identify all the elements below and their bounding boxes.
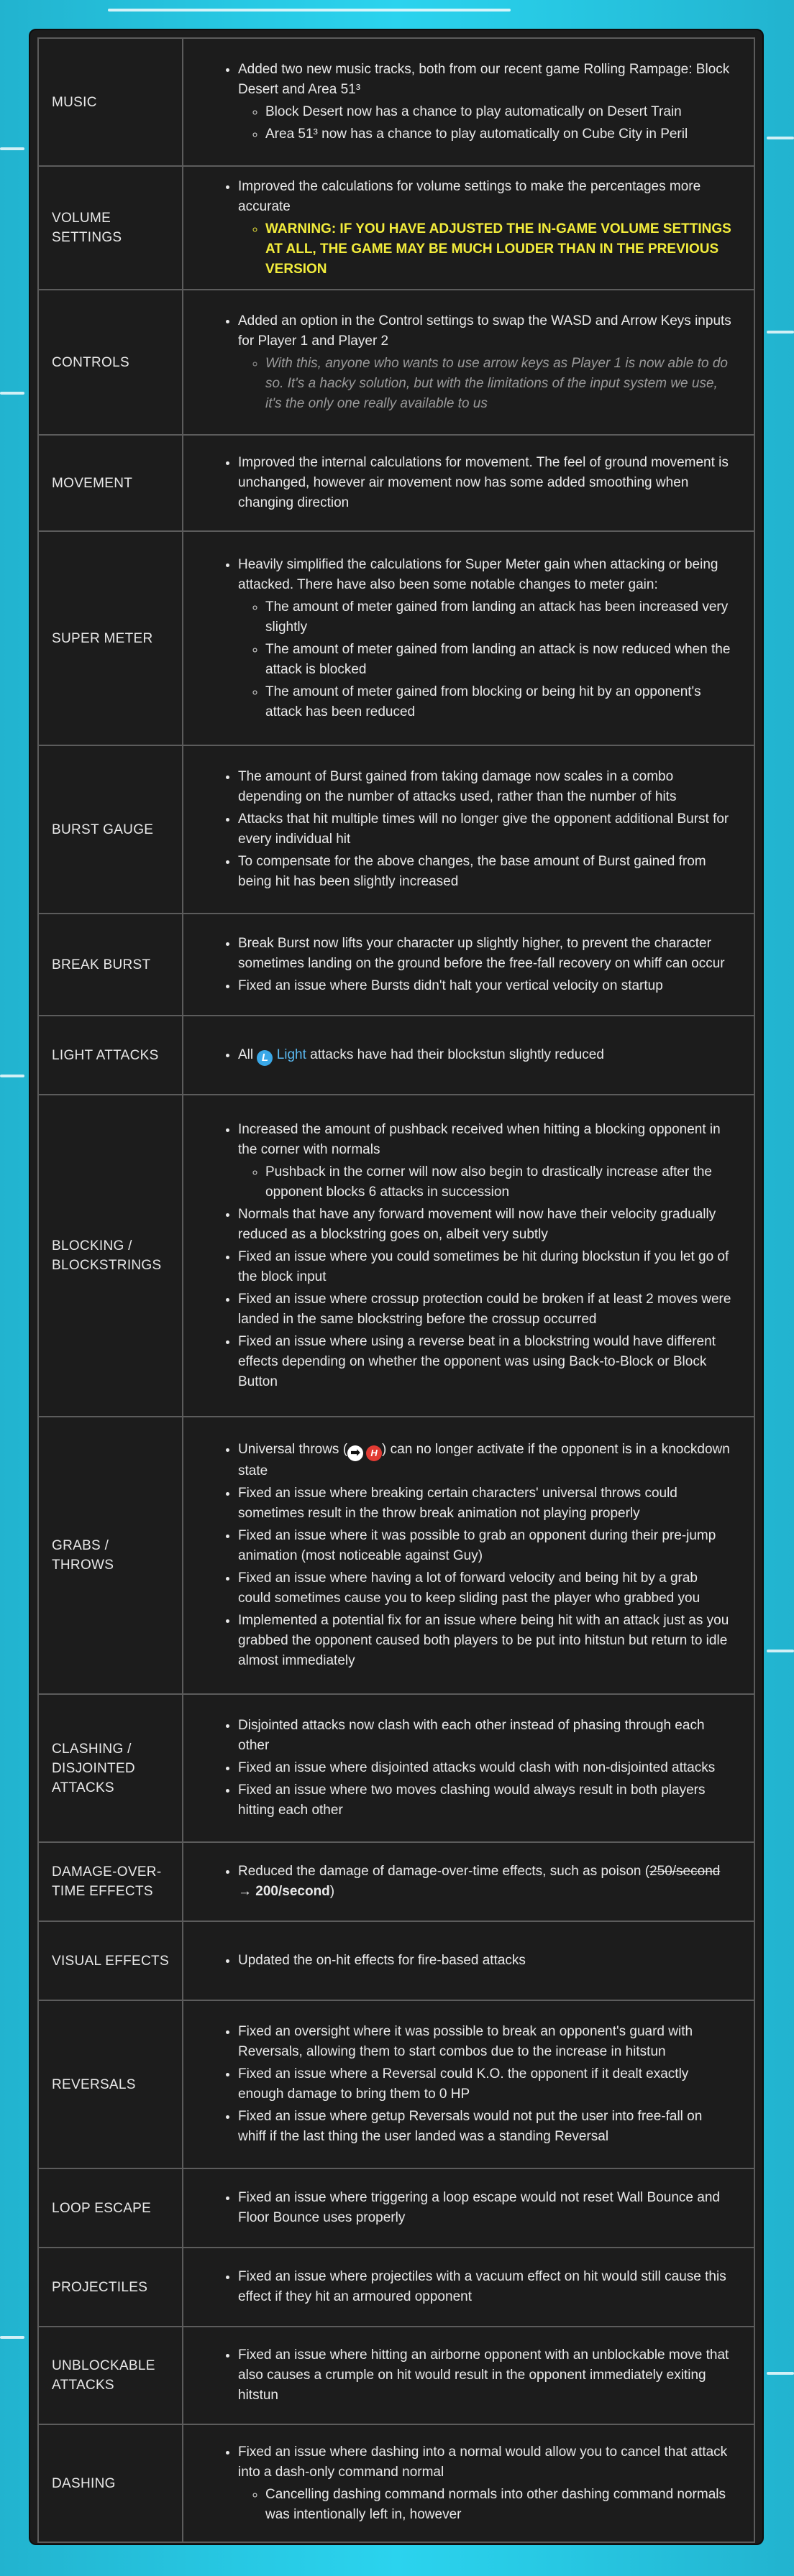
change-list-cell (183, 290, 754, 435)
arrow-icon: → (238, 1884, 256, 1899)
change-list-cell (183, 745, 754, 914)
table-row (38, 531, 754, 745)
list-item: • Universal throws ( ➡ H ) can no longer activate if the opponent is in a knockdown state (238, 1440, 732, 1481)
table-row (38, 38, 754, 166)
list-item: ◦ The amount of meter gained from landing an attack is now reduced when the attack is blocked (265, 640, 732, 680)
change-list-cell (183, 2424, 754, 2542)
table-row (38, 2327, 754, 2424)
category-label: UNBLOCKABLE ATTACKS (38, 2327, 183, 2424)
change-list-cell (183, 1016, 754, 1095)
list-item: • Fixed an issue where breaking certain characters' universal throws could sometimes result in the throw break animation not playing properly (238, 1484, 732, 1524)
table-row (38, 435, 754, 531)
list-item: • Fixed an issue where it was possible to grab an opponent during their pre-jump animation (most noticeable against Guy) (238, 1526, 732, 1566)
warning-text: ◦ WARNING: IF YOU HAVE ADJUSTED THE IN-GAME VOLUME SETTINGS AT ALL, THE GAME MAY BE MUCH LOUDER THAN IN THE PREVIOUS VERSION (265, 219, 732, 280)
change-list-cell (183, 1095, 754, 1417)
background-streak (0, 1075, 24, 1077)
list-item: • Disjointed attacks now clash with each other instead of phasing through each other (238, 1716, 732, 1756)
new-value: 200/second (255, 1884, 330, 1899)
table-row (38, 1016, 754, 1095)
background-streak (767, 1650, 794, 1652)
list-item: • Heavily simplified the calculations for Super Meter gain when attacking or being attacked. There have also been some notable changes to meter gain: ◦ The amount of meter gained from landing an attack has been increased very slightly ◦ The amount of meter gained from landing an attack is now reduced when the attack is blocked ◦ The amount of meter gained from blocking or being hit by an opponent's attack has been reduced (238, 555, 732, 722)
table-row (38, 1842, 754, 1921)
heavy-button-icon: H (366, 1445, 382, 1461)
list-item: • Fixed an issue where hitting an airborne opponent with an unblockable move that also causes a crumple on hit would result in the opponent immediately exiting hitstun (238, 2345, 732, 2406)
category-label: MUSIC (38, 38, 183, 166)
category-label: DASHING (38, 2424, 183, 2542)
list-item: • Attacks that hit multiple times will no longer give the opponent additional Burst for every individual hit (238, 809, 732, 850)
change-list-cell (183, 531, 754, 745)
table-row (38, 2248, 754, 2327)
table-row (38, 2000, 754, 2168)
table-row (38, 290, 754, 435)
list-item: ◦ Area 51³ now has a chance to play automatically on Cube City in Peril (265, 124, 732, 144)
change-list-cell (183, 38, 754, 166)
category-label: SUPER METER (38, 531, 183, 745)
table-row (38, 745, 754, 914)
change-list-cell (183, 1842, 754, 1921)
category-label: DAMAGE-OVER-TIME EFFECTS (38, 1842, 183, 1921)
list-item: • The amount of Burst gained from taking damage now scales in a combo depending on the number of attacks used, rather than the number of hits (238, 767, 732, 807)
background-streak (767, 331, 794, 334)
list-item: • Fixed an issue where you could sometimes be hit during blockstun if you let go of the block input (238, 1247, 732, 1287)
throw-input-icon (347, 1445, 382, 1461)
patch-notes-panel (29, 29, 764, 2545)
list-item: • Added an option in the Control settings to swap the WASD and Arrow Keys inputs for Player 1 and Player 2 ◦ With this, anyone who wants to use arrow keys as Player 1 is now able to do so. It's a hacky solution, but with the limitations of the input system we use, it's the only one really available to us (238, 311, 732, 414)
list-item: ◦ Block Desert now has a chance to play automatically on Desert Train (265, 102, 732, 122)
list-item: • Fixed an issue where projectiles with a vacuum effect on hit would still cause this effect if they hit an armoured opponent (238, 2267, 732, 2307)
change-list-cell (183, 435, 754, 531)
category-label: BREAK BURST (38, 914, 183, 1016)
old-value: 250/second (649, 1864, 721, 1879)
category-label: BLOCKING / BLOCKSTRINGS (38, 1095, 183, 1417)
list-item: • Improved the calculations for volume settings to make the percentages more accurate ◦ WARNING: IF YOU HAVE ADJUSTED THE IN-GAME VOLUME SETTINGS AT ALL, THE GAME MAY BE MUCH LOUDER THAN IN THE PREVIOUS VERSION (238, 177, 732, 280)
list-item: • Fixed an issue where dashing into a normal would allow you to cancel that attack into a dash-only command normal ◦ Cancelling dashing command normals into other dashing command normals was intentionally left in, however (238, 2442, 732, 2525)
change-list-cell (183, 2248, 754, 2327)
list-item: • Improved the internal calculations for movement. The feel of ground movement is unchanged, however air movement now has some added smoothing when changing direction (238, 453, 732, 513)
list-item: ◦ Pushback in the corner will now also begin to drastically increase after the opponent blocks 6 attacks in succession (265, 1162, 732, 1202)
table-row (38, 1095, 754, 1417)
list-item: • All L Light attacks have had their blockstun slightly reduced (238, 1045, 732, 1066)
list-item: • Reduced the damage of damage-over-time effects, such as poison (250/second → 200/second) (238, 1862, 732, 1902)
patch-notes-table (37, 37, 755, 2543)
list-item: • Normals that have any forward movement will now have their velocity gradually reduced as a blockstring goes on, albeit very subtly (238, 1205, 732, 1245)
light-button-icon: L (257, 1050, 273, 1066)
list-item: • Fixed an issue where a Reversal could K.O. the opponent if it dealt exactly enough damage to bring them to 0 HP (238, 2064, 732, 2104)
change-list-cell (183, 1921, 754, 2000)
category-label: GRABS / THROWS (38, 1417, 183, 1694)
list-item: • To compensate for the above changes, the base amount of Burst gained from being hit has been slightly increased (238, 852, 732, 892)
background-streak (767, 2372, 794, 2375)
table-row (38, 914, 754, 1016)
list-item: • Fixed an issue where having a lot of forward velocity and being hit by a grab could sometimes cause you to keep sliding past the player who grabbed you (238, 1568, 732, 1609)
list-item: • Fixed an issue where two moves clashing would always result in both players hitting each other (238, 1780, 732, 1821)
background-streak (767, 137, 794, 139)
change-list-cell (183, 2168, 754, 2248)
table-row (38, 1694, 754, 1842)
background-streak (0, 392, 24, 395)
list-item: ◦ The amount of meter gained from landing an attack has been increased very slightly (265, 597, 732, 638)
category-label: MOVEMENT (38, 435, 183, 531)
change-list-cell (183, 2000, 754, 2168)
category-label: LOOP ESCAPE (38, 2168, 183, 2248)
category-label: PROJECTILES (38, 2248, 183, 2327)
change-list-cell (183, 1694, 754, 1842)
category-label: REVERSALS (38, 2000, 183, 2168)
table-row (38, 2168, 754, 2248)
table-row (38, 1417, 754, 1694)
change-list-cell (183, 2327, 754, 2424)
table-row (38, 2424, 754, 2542)
list-item: • Increased the amount of pushback received when hitting a blocking opponent in the corner with normals ◦ Pushback in the corner will now also begin to drastically increase after the opponent blocks 6 attacks in succession (238, 1120, 732, 1202)
list-item: • Updated the on-hit effects for fire-based attacks (238, 1951, 732, 1971)
category-label: CLASHING / DISJOINTED ATTACKS (38, 1694, 183, 1842)
change-list-cell (183, 166, 754, 290)
category-label: LIGHT ATTACKS (38, 1016, 183, 1095)
list-item: • Implemented a potential fix for an issue where being hit with an attack just as you grabbed the opponent caused both players to be put into hitstun but return to idle almost immediately (238, 1611, 732, 1671)
list-item: ◦ Cancelling dashing command normals into other dashing command normals was intentionally left in, however (265, 2485, 732, 2525)
list-item: • Fixed an issue where triggering a loop escape would not reset Wall Bounce and Floor Bounce uses properly (238, 2188, 732, 2228)
category-label: BURST GAUGE (38, 745, 183, 914)
change-list-cell (183, 914, 754, 1016)
list-item: • Fixed an issue where Bursts didn't halt your vertical velocity on startup (238, 976, 732, 996)
list-item: • Break Burst now lifts your character up slightly higher, to prevent the character sometimes landing on the ground before the free-fall recovery on whiff can occur (238, 934, 732, 974)
category-label: CONTROLS (38, 290, 183, 435)
forward-arrow-icon: ➡ (347, 1445, 363, 1461)
note-text: ◦ With this, anyone who wants to use arrow keys as Player 1 is now able to do so. It's a hacky solution, but with the limitations of the input system we use, it's the only one really available to us (265, 354, 732, 414)
list-item: • Fixed an issue where using a reverse beat in a blockstring would have different effects depending on whether the opponent was using Back-to-Block or Block Button (238, 1332, 732, 1392)
list-item: • Fixed an issue where disjointed attacks would clash with non-disjointed attacks (238, 1758, 732, 1778)
list-item: • Fixed an issue where crossup protection could be broken if at least 2 moves were landed in the same blockstring before the crossup occurred (238, 1289, 732, 1330)
category-label: VOLUME SETTINGS (38, 166, 183, 290)
table-row (38, 1921, 754, 2000)
background-streak (0, 2336, 24, 2339)
change-list-cell (183, 1417, 754, 1694)
table-row (38, 166, 754, 290)
list-item: • Fixed an issue where getup Reversals would not put the user into free-fall on whiff if the last thing the user landed was a standing Reversal (238, 2107, 732, 2147)
category-label: VISUAL EFFECTS (38, 1921, 183, 2000)
list-item: • Fixed an oversight where it was possible to break an opponent's guard with Reversals, allowing them to start combos due to the increase in hitstun (238, 2022, 732, 2062)
background-streak (108, 9, 511, 12)
light-attack-link[interactable]: Light (276, 1046, 306, 1062)
background-streak (0, 147, 24, 150)
list-item: ◦ The amount of meter gained from blocking or being hit by an opponent's attack has been reduced (265, 682, 732, 722)
list-item: • Added two new music tracks, both from our recent game Rolling Rampage: Block Desert and Area 51³ ◦ Block Desert now has a chance to play automatically on Desert Train ◦ Area 51³ now has a chance to play automatically on Cube City in Peril (238, 60, 732, 144)
